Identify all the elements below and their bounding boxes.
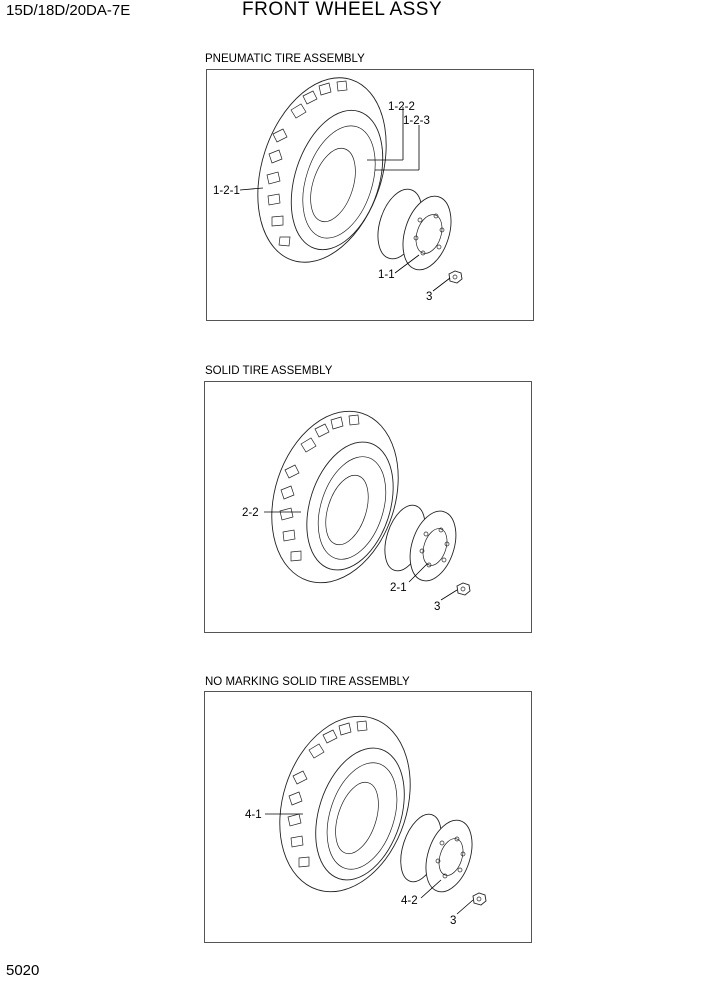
label-4-1: 4-1 (245, 809, 262, 821)
rim-pneumatic (370, 184, 460, 276)
label-1-2-2: 1-2-2 (388, 101, 415, 113)
diagram-no-marking (205, 692, 531, 942)
label-nut-1: 3 (426, 291, 433, 303)
panel-solid (204, 381, 532, 633)
caption-pneumatic: PNEUMATIC TIRE ASSEMBLY (205, 53, 365, 65)
rim-no-marking (393, 809, 480, 898)
model-number: 15D/18D/20DA-7E (6, 2, 131, 19)
nut-no-marking (473, 893, 486, 905)
label-2-2: 2-2 (242, 507, 259, 519)
panel-pneumatic (206, 69, 534, 321)
label-nut-2: 3 (434, 601, 441, 613)
page-number: 5020 (6, 962, 40, 979)
page-title: FRONT WHEEL ASSY (242, 0, 443, 20)
diagram-solid (205, 382, 531, 632)
nut-solid (457, 583, 470, 595)
nut-pneumatic (449, 271, 462, 283)
label-1-2-1: 1-2-1 (213, 185, 240, 197)
caption-solid: SOLID TIRE ASSEMBLY (205, 365, 333, 377)
label-1-1: 1-1 (378, 269, 395, 281)
label-2-1: 2-1 (390, 582, 407, 594)
panel-no-marking (204, 691, 532, 943)
label-1-2-3: 1-2-3 (403, 115, 430, 127)
caption-no-marking: NO MARKING SOLID TIRE ASSEMBLY (205, 676, 410, 688)
label-4-2: 4-2 (401, 895, 418, 907)
label-nut-3: 3 (450, 915, 457, 927)
diagram-pneumatic (207, 70, 533, 320)
